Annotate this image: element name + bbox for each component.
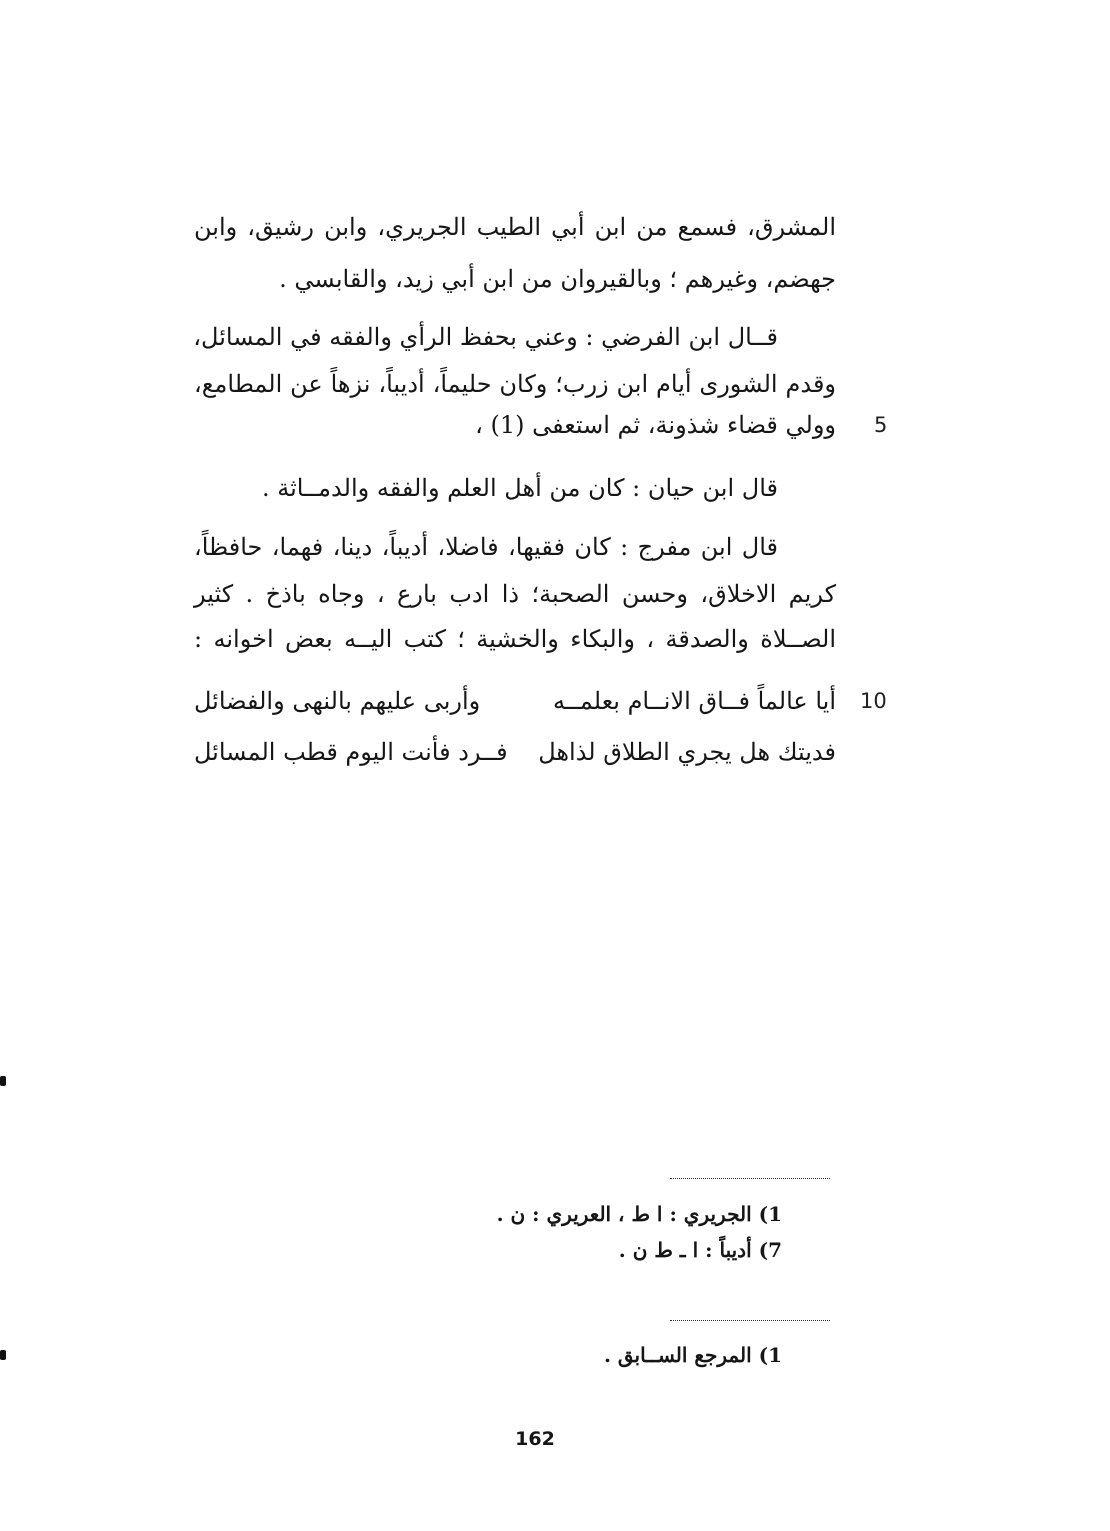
verse-second-hemistich: فــرد فأنت اليوم قطب المسائل	[194, 738, 508, 766]
text-line: جهضم، وغيرهم ؛ وبالقيروان من ابن أبي زيد، والقابسي .	[279, 265, 836, 293]
verse-first-hemistich: فديتك هل يجري الطلاق لذاهل	[538, 738, 836, 766]
footnote-divider	[670, 1320, 830, 1321]
text-line: الصــلاة والصدقة ، والبكاء والخشية ؛ كتب اليــه بعض اخوانه :	[194, 625, 836, 653]
text-line: قــال ابن الفرضي : وعني بحفظ الرأي والفقه في المسائل،	[193, 323, 778, 351]
text-line: قال ابن حيان : كان من أهل العلم والفقه والدمــاثة .	[262, 474, 778, 502]
line-number: 10	[860, 689, 887, 713]
text-line: قال ابن مفرج : كان فقيها، فاضلا، أديباً، دينا، فهما، حافظاً،	[194, 533, 778, 561]
scan-edge-mark	[0, 1076, 6, 1086]
footnote: 1) الجريري : ا ط ، العريري : ن .	[496, 1202, 782, 1226]
line-number: 5	[874, 413, 888, 437]
footnote: 1) المرجع الســابق .	[603, 1343, 782, 1367]
footnote-divider	[670, 1178, 830, 1179]
text-line: وولي قضاء شذونة، ثم استعفى (1) ،	[475, 411, 836, 439]
verse-first-hemistich: أيا عالماً فــاق الانــام بعلمــه	[552, 687, 836, 715]
verse-second-hemistich: وأربى عليهم بالنهى والفضائل	[194, 687, 481, 715]
page-number: 162	[515, 1428, 555, 1450]
text-line: المشرق، فسمع من ابن أبي الطيب الجريري، وابن رشيق، وابن	[194, 213, 836, 241]
scan-edge-mark	[0, 1350, 6, 1360]
text-line: كريم الاخلاق، وحسن الصحبة؛ ذا ادب بارع ، وجاه باذخ . كثير	[194, 580, 836, 608]
text-line: وقدم الشورى أيام ابن زرب؛ وكان حليماً، أديباً، نزهاً عن المطامع،	[194, 370, 836, 398]
footnote: 7) أديباً : ا ـ ط ن .	[618, 1238, 782, 1262]
